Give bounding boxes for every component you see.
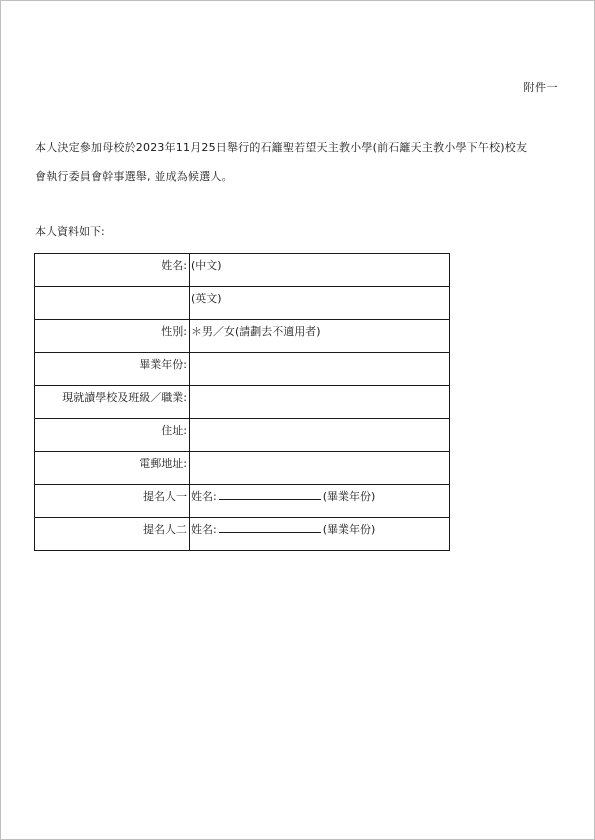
graduation-year-label: 畢業年份: <box>35 353 190 386</box>
table-row <box>35 452 450 485</box>
nominator-1-field[interactable] <box>190 485 450 518</box>
info-heading: 本人資料如下: <box>35 225 105 238</box>
name-english-field[interactable]: (英文) <box>190 287 450 320</box>
table-row <box>35 287 450 320</box>
name-label: 姓名: <box>35 254 190 287</box>
table-row <box>35 419 450 452</box>
table-row <box>35 386 450 419</box>
nominator-1-label: 提名人一 <box>35 485 190 518</box>
nominator-2-label: 提名人二 <box>35 518 190 551</box>
gender-field[interactable]: ＊男／女(請劃去不適用者) <box>190 320 450 353</box>
name-chinese-field[interactable]: (中文) <box>190 254 450 287</box>
nominator-1-name-label: 姓名: <box>191 490 217 503</box>
nominator-2-suffix: (畢業年份) <box>322 523 376 536</box>
table-row <box>35 320 450 353</box>
nominator-1-name-blank[interactable] <box>219 488 321 500</box>
table-row <box>35 254 450 287</box>
statement-line-1: 本人決定參加母校於2023年11月25日舉行的石籬聖若望天主教小學(前石籬天主教小學下午校)校友 <box>35 141 528 154</box>
table-row <box>35 518 450 551</box>
annex-label: 附件一 <box>523 81 558 94</box>
nominator-2-field[interactable] <box>190 518 450 551</box>
table-row <box>35 353 450 386</box>
school-occupation-label: 現就讀學校及班級／職業: <box>35 386 190 419</box>
table-row <box>35 485 450 518</box>
declaration-statement <box>35 133 560 191</box>
gender-label: 性別: <box>35 320 190 353</box>
personal-info-table <box>34 253 450 551</box>
nominator-1-suffix: (畢業年份) <box>322 490 376 503</box>
statement-line-2: 會執行委員會幹事選舉, 並成為候選人。 <box>35 170 233 183</box>
nominator-2-name-blank[interactable] <box>219 521 321 533</box>
nominator-2-name-label: 姓名: <box>191 523 217 536</box>
name-label-blank <box>35 287 190 320</box>
email-field[interactable] <box>190 452 450 485</box>
graduation-year-field[interactable] <box>190 353 450 386</box>
email-label: 電郵地址: <box>35 452 190 485</box>
school-occupation-field[interactable] <box>190 386 450 419</box>
address-label: 住址: <box>35 419 190 452</box>
address-field[interactable] <box>190 419 450 452</box>
